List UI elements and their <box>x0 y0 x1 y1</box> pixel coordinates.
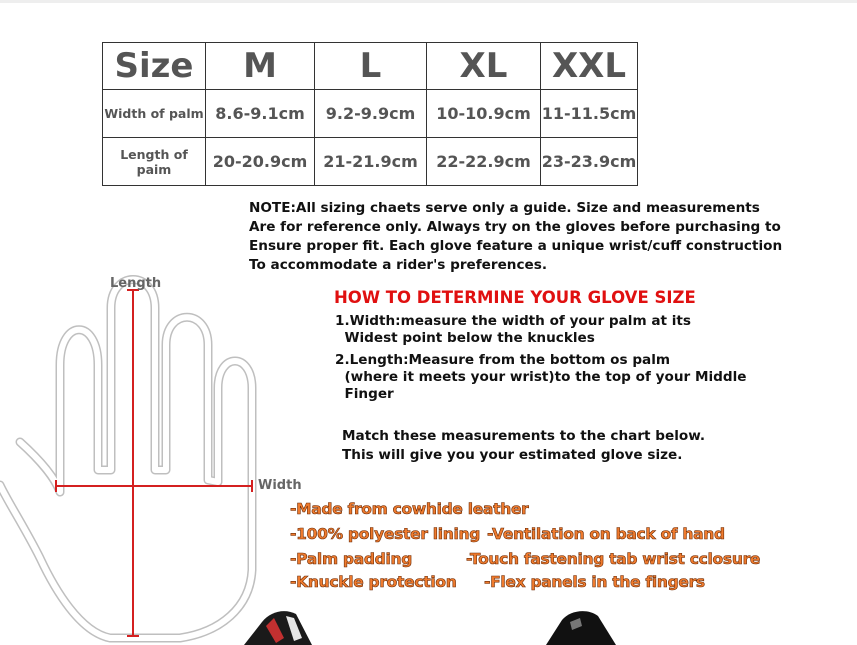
feature-palm-padding: -Palm padding <box>290 550 412 568</box>
size-m-header: M <box>206 43 315 90</box>
howto-title: HOW TO DETERMINE YOUR GLOVE SIZE <box>334 288 696 307</box>
feature-lining: -100% polyester lining <box>290 525 481 543</box>
width-xl-cell: 10-10.9cm <box>427 90 541 138</box>
note-line: Are for reference only. Always try on the gloves before purchasing to <box>249 219 781 235</box>
howto-step-length <box>335 352 746 403</box>
match-line: This will give you your estimated glove size. <box>342 447 683 463</box>
feature-knuckle: -Knuckle protection <box>290 573 457 591</box>
feature-flex-panels: -Flex panels in the fingers <box>484 573 705 591</box>
note-line: Ensure proper fit. Each glove feature a unique wrist/cuff construction <box>249 238 783 254</box>
howto-step-width <box>335 313 691 347</box>
width-l-cell: 9.2-9.9cm <box>315 90 427 138</box>
width-row-label: Width of palm <box>103 90 206 138</box>
glove-photo-left <box>244 608 314 645</box>
width-xxl-cell: 11-11.5cm <box>541 90 638 138</box>
feature-cowhide: -Made from cowhide leather <box>290 500 529 518</box>
size-l-header: L <box>315 43 427 90</box>
match-line: Match these measurements to the chart below. <box>342 428 706 444</box>
size-xl-header: XL <box>427 43 541 90</box>
feature-ventilation: -Ventilation on back of hand <box>487 525 725 543</box>
length-xl-cell: 22-22.9cm <box>427 138 541 186</box>
note-line: NOTE:All sizing chaets serve only a guide. Size and measurements <box>249 200 760 216</box>
sizing-note <box>249 199 809 275</box>
match-instructions <box>342 427 705 465</box>
length-row <box>103 138 638 186</box>
length-l-cell: 21-21.9cm <box>315 138 427 186</box>
length-label: Length <box>110 276 162 291</box>
length-m-cell: 20-20.9cm <box>206 138 315 186</box>
note-line: To accommodate a rider's preferences. <box>249 257 548 273</box>
length-xxl-cell: 23-23.9cm <box>541 138 638 186</box>
size-xxl-header: XXL <box>541 43 638 90</box>
size-header-cell: Size <box>103 43 206 90</box>
top-divider <box>0 0 857 3</box>
hand-outline-diagram <box>0 270 290 645</box>
step-line: (where it meets your wrist)to the top of your Middle <box>335 369 747 385</box>
size-header-row <box>103 43 638 90</box>
length-row-label: Length of paim <box>103 138 206 186</box>
width-row <box>103 90 638 138</box>
feature-wrist-closure: -Touch fastening tab wrist cclosure <box>466 550 761 568</box>
size-chart-table <box>102 42 638 186</box>
width-label: Width <box>258 478 302 493</box>
step-line: Widest point below the knuckles <box>335 330 595 346</box>
step-line: 2.Length:Measure from the bottom os palm <box>335 352 671 368</box>
step-line: Finger <box>335 386 394 402</box>
glove-photo-right <box>540 608 620 645</box>
step-line: 1.Width:measure the width of your palm at its <box>335 313 691 329</box>
width-m-cell: 8.6-9.1cm <box>206 90 315 138</box>
